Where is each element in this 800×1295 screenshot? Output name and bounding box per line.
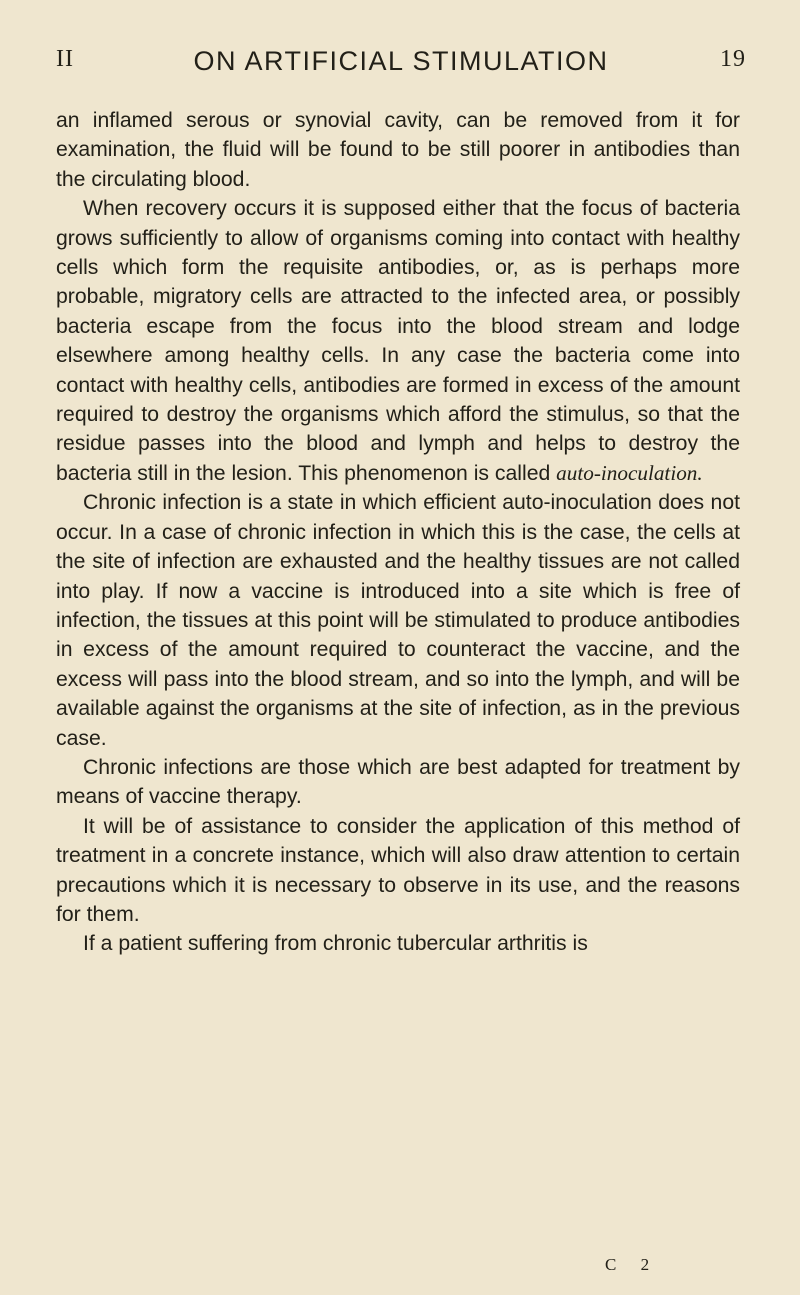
paragraph-5: It will be of assistance to consider the application of this method of treatment in a concrete instance, which will also draw attention to certain precautions which it is necessary to observe in its use, and the reasons for them.: [56, 814, 740, 926]
paragraph-4: Chronic infections are those which are best adapted for treatment by means of vaccine therapy.: [56, 755, 740, 809]
paragraph-3: Chronic infection is a state in which efficient auto-inoculation does not occur. In a case of chronic infection in which this is the case, the cells at the site of infection are exhausted and the healthy tissues are not called into play. If now a vaccine is introduced into a site which is free of infection, the tissues at this point will be stimulated to produce antibodies in excess of the amount required to counteract the vaccine, and the excess will pass into the blood stream, and so into the lymph, and will be available against the organisms at the site of infection, as in the previous case.: [56, 491, 740, 750]
running-header: [56, 46, 746, 86]
signature-mark: C 2: [605, 1255, 660, 1274]
body-text: [56, 106, 740, 959]
paragraph-2: [56, 194, 740, 488]
auto-inoculation-term: auto-inoculation.: [556, 460, 703, 485]
chapter-number: II: [56, 46, 74, 72]
paragraph-2-text: When recovery occurs it is supposed either that the focus of bacteria grows sufficiently to allow of organisms coming into contact with healthy cells which form the requisite antibodies, or, as is perhaps more probable, migratory cells are attracted to the infected area, or possibly bacteria escape from the focus into the blood stream and lodge elsewhere among healthy cells. In any case the bacteria come into contact with healthy cells, antibodies are formed in excess of the amount required to destroy the organisms which afford the stimulus, so that the residue passes into the blood and lymph and helps to destroy the bacteria still in the lesion. This phenomenon is called: [56, 197, 740, 485]
paragraph-1: an inflamed serous or synovial cavity, can be removed from it for examination, the fluid will be found to be still poorer in antibodies than the circulating blood.: [56, 109, 740, 191]
running-title: ON ARTIFICIAL STIMULATION: [193, 46, 609, 76]
page-number: 19: [720, 46, 746, 72]
paragraph-6: If a patient suffering from chronic tubercular arthritis is: [83, 932, 588, 956]
